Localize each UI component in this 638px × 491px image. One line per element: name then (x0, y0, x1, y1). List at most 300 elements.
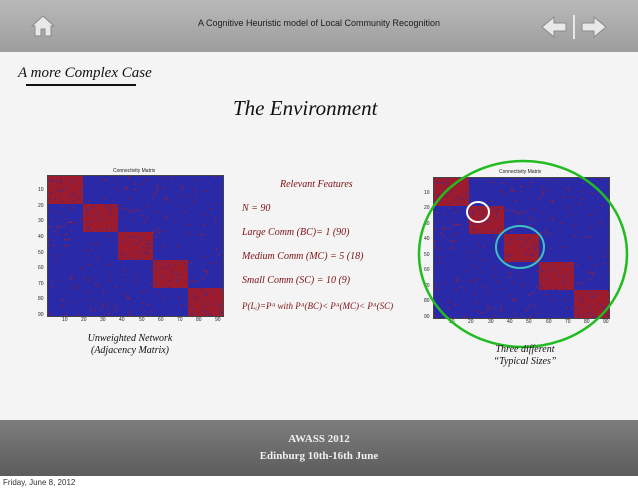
y-tick: 30 (424, 221, 430, 227)
noise-link (62, 306, 63, 307)
noise-link (78, 287, 79, 288)
noise-link (181, 205, 182, 206)
noise-link (144, 222, 145, 223)
left-matrix-caption (75, 333, 185, 357)
block-gap (77, 197, 78, 198)
block-gap (128, 236, 129, 237)
noise-link (69, 302, 70, 303)
noise-link (103, 179, 104, 180)
noise-link (203, 269, 204, 270)
block-gap (96, 215, 97, 216)
noise-link (163, 187, 164, 188)
block-gap (119, 242, 120, 243)
noise-link (205, 256, 206, 257)
nav-arrows (538, 14, 610, 40)
block-gap (112, 206, 113, 207)
noise-link (115, 287, 116, 288)
block-gap (134, 237, 135, 238)
features-header: Relevant Features (280, 179, 353, 190)
noise-link (100, 309, 101, 310)
noise-link (216, 248, 217, 249)
block-gap (214, 302, 215, 303)
noise-link (127, 279, 128, 280)
top-toolbar (0, 0, 638, 53)
noise-link (116, 181, 117, 182)
noise-link (125, 188, 126, 189)
block-gap (111, 208, 112, 209)
x-tick: 70 (565, 319, 571, 325)
noise-link (142, 292, 143, 293)
y-tick: 40 (424, 236, 430, 242)
block-gap (141, 252, 142, 253)
block-gap (60, 179, 61, 180)
noise-link (95, 283, 96, 284)
noise-link (202, 277, 203, 278)
block-gap (90, 221, 91, 222)
block-gap (195, 297, 196, 298)
block-gap (191, 306, 192, 307)
noise-link (123, 274, 124, 275)
noise-link (146, 290, 147, 291)
block-gap (138, 237, 139, 238)
noise-link (156, 236, 157, 237)
noise-link (214, 176, 215, 177)
noise-link (218, 254, 219, 255)
block-gap (205, 306, 206, 307)
block-gap (60, 190, 61, 191)
block-gap (62, 190, 63, 191)
block-gap (177, 275, 178, 276)
block-gap (169, 265, 170, 266)
x-tick: 90 (603, 319, 609, 325)
noise-link (68, 222, 69, 223)
noise-link (50, 282, 51, 283)
noise-link (175, 221, 176, 222)
forward-arrow-icon[interactable] (582, 17, 606, 37)
block-gap (157, 260, 158, 261)
noise-link (178, 195, 179, 196)
noise-link (133, 219, 134, 220)
x-tick: 20 (468, 319, 474, 325)
noise-link (133, 211, 134, 212)
noise-link (51, 286, 52, 287)
noise-link (88, 264, 89, 265)
block-gap (50, 198, 51, 199)
noise-link (59, 280, 60, 281)
noise-link (163, 177, 164, 178)
block-gap (117, 206, 118, 207)
noise-link (49, 313, 50, 314)
block-gap (83, 179, 84, 180)
block-gap (61, 183, 62, 184)
block-gap (87, 213, 88, 214)
block-gap (136, 244, 137, 245)
noise-link (121, 208, 122, 209)
community-circles-overlay (410, 156, 638, 356)
noise-link (153, 231, 154, 232)
x-tick: 90 (215, 317, 221, 323)
noise-link (49, 226, 50, 227)
block-gap (206, 293, 207, 294)
block-gap (197, 312, 198, 313)
noise-link (143, 315, 144, 316)
block-gap (138, 242, 139, 243)
noise-link (159, 232, 160, 233)
noise-link (157, 188, 158, 189)
noise-link (155, 230, 156, 231)
noise-link (88, 201, 89, 202)
noise-link (151, 269, 152, 270)
block-gap (122, 254, 123, 255)
noise-link (95, 310, 96, 311)
block-gap (161, 275, 162, 276)
block-gap (212, 291, 213, 292)
block-gap (222, 288, 223, 289)
noise-link (134, 189, 135, 190)
block-gap (98, 229, 99, 230)
noise-link (98, 285, 99, 286)
block-gap (148, 246, 149, 247)
feature-item: Small Comm (SC) = 10 (9) (242, 275, 351, 286)
section-underline (26, 84, 136, 86)
noise-link (80, 268, 81, 269)
block-gap (211, 314, 212, 315)
noise-link (72, 277, 73, 278)
noise-link (211, 208, 212, 209)
medium-community-circle (496, 226, 544, 268)
block-gap (142, 258, 143, 259)
y-tick: 30 (38, 218, 44, 224)
block-gap (61, 180, 62, 181)
x-tick: 30 (488, 319, 494, 325)
x-tick: 80 (584, 319, 590, 325)
block-gap (57, 181, 58, 182)
noise-link (50, 210, 51, 211)
noise-link (96, 258, 97, 259)
block-gap (189, 305, 190, 306)
noise-link (64, 239, 65, 240)
noise-link (158, 228, 159, 229)
noise-link (204, 224, 205, 225)
block-gap (145, 253, 146, 254)
block-gap (64, 188, 65, 189)
block-gap (109, 209, 110, 210)
x-tick: 80 (196, 317, 202, 323)
noise-link (124, 270, 125, 271)
noise-link (71, 275, 72, 276)
block-gap (206, 294, 207, 295)
noise-link (114, 305, 115, 306)
noise-link (216, 261, 217, 262)
y-tick: 60 (424, 267, 430, 273)
noise-link (129, 211, 130, 212)
x-tick: 60 (546, 319, 552, 325)
block-gap (73, 196, 74, 197)
noise-link (156, 190, 157, 191)
y-tick: 60 (38, 265, 44, 271)
block-gap (72, 181, 73, 182)
block-gap (72, 193, 73, 194)
block-gap (148, 248, 149, 249)
noise-link (130, 315, 131, 316)
block-gap (163, 261, 164, 262)
caption-line: Unweighted Network (87, 333, 173, 344)
noise-link (182, 188, 183, 189)
block-gap (111, 212, 112, 213)
block-gap (128, 258, 129, 259)
noise-link (157, 211, 158, 212)
block-gap (70, 180, 71, 181)
noise-link (90, 277, 91, 278)
noise-link (66, 240, 67, 241)
block-gap (106, 230, 107, 231)
noise-link (108, 264, 109, 265)
block-gap (57, 190, 58, 191)
block-gap (156, 269, 157, 270)
noise-link (203, 234, 204, 235)
block-gap (203, 303, 204, 304)
noise-link (128, 177, 129, 178)
noise-link (90, 309, 91, 310)
block-gap (91, 231, 92, 232)
y-tick: 10 (38, 187, 44, 193)
block-gap (193, 295, 194, 296)
block-gap (221, 313, 222, 314)
block-gap (201, 310, 202, 311)
block-gap (147, 244, 148, 245)
y-tick: 50 (424, 252, 430, 258)
block-gap (170, 272, 171, 273)
block-gap (170, 268, 171, 269)
noise-link (97, 244, 98, 245)
y-tick: 10 (424, 190, 430, 196)
x-tick: 40 (507, 319, 513, 325)
noise-link (148, 206, 149, 207)
section-title: A more Complex Case (18, 65, 152, 81)
block-gap (88, 227, 89, 228)
slide-footer (0, 420, 638, 476)
block-gap (204, 294, 205, 295)
back-arrow-icon[interactable] (542, 17, 566, 37)
y-tick: 20 (38, 203, 44, 209)
noise-link (215, 222, 216, 223)
block-gap (73, 200, 74, 201)
block-gap (106, 229, 107, 230)
noise-link (193, 280, 194, 281)
block-gap (185, 263, 186, 264)
noise-link (57, 225, 58, 226)
noise-link (126, 209, 127, 210)
noise-link (193, 201, 194, 202)
noise-link (200, 234, 201, 235)
caption-line: (Adjacency Matrix) (90, 345, 170, 356)
y-tick: 90 (38, 312, 44, 318)
noise-link (150, 284, 151, 285)
noise-link (109, 313, 110, 314)
block-gap (68, 197, 69, 198)
noise-link (127, 297, 128, 298)
noise-link (59, 226, 60, 227)
block-gap (197, 292, 198, 293)
y-tick: 20 (424, 205, 430, 211)
block-gap (208, 314, 209, 315)
block-gap (140, 239, 141, 240)
noise-link (215, 203, 216, 204)
noise-link (119, 207, 120, 208)
noise-link (129, 297, 130, 298)
noise-link (56, 234, 57, 235)
noise-link (167, 200, 168, 201)
right-matrix-caption (470, 344, 580, 368)
noise-link (163, 198, 164, 199)
feature-item: Medium Comm (MC) = 5 (18) (242, 251, 364, 262)
x-tick: 10 (449, 319, 455, 325)
noise-link (51, 219, 52, 220)
noise-link (205, 213, 206, 214)
block-gap (179, 286, 180, 287)
block-gap (166, 267, 167, 268)
noise-link (195, 189, 196, 190)
noise-link (125, 293, 126, 294)
y-tick: 90 (424, 314, 430, 320)
left-adjacency-matrix (47, 175, 224, 317)
noise-link (179, 298, 180, 299)
block-gap (106, 204, 107, 205)
noise-link (107, 306, 108, 307)
noise-link (53, 260, 54, 261)
noise-link (92, 242, 93, 243)
noise-link (75, 284, 76, 285)
noise-link (78, 314, 79, 315)
block-gap (143, 247, 144, 248)
noise-link (128, 311, 129, 312)
block-gap (110, 214, 111, 215)
noise-link (152, 196, 153, 197)
x-tick: 20 (81, 317, 87, 323)
block-gap (117, 204, 118, 205)
y-tick: 70 (424, 283, 430, 289)
block-gap (181, 261, 182, 262)
noise-link (72, 207, 73, 208)
noise-link (68, 210, 69, 211)
noise-link (88, 255, 89, 256)
presentation-title: A Cognitive Heuristic model of Local Community Recognition (197, 18, 441, 28)
block-gap (100, 219, 101, 220)
block-gap (53, 181, 54, 182)
block-gap (170, 280, 171, 281)
block-gap (217, 305, 218, 306)
block-gap (170, 287, 171, 288)
noise-link (129, 198, 130, 199)
noise-link (119, 191, 120, 192)
noise-link (191, 262, 192, 263)
noise-link (164, 298, 165, 299)
noise-link (189, 234, 190, 235)
block-gap (121, 253, 122, 254)
noise-link (164, 246, 165, 247)
noise-link (64, 315, 65, 316)
noise-link (188, 224, 189, 225)
footer-event: AWASS 2012 (288, 433, 350, 445)
noise-link (103, 305, 104, 306)
noise-link (83, 278, 84, 279)
block-gap (200, 289, 201, 290)
right-matrix-title: Connectivity Matrix (499, 169, 542, 175)
block-gap (93, 208, 94, 209)
block-gap (138, 250, 139, 251)
noise-link (166, 215, 167, 216)
community-block (153, 260, 188, 288)
block-gap (192, 313, 193, 314)
block-gap (146, 251, 147, 252)
block-gap (142, 236, 143, 237)
x-tick: 10 (62, 317, 68, 323)
small-community-circle (467, 202, 489, 222)
block-gap (175, 264, 176, 265)
noise-link (125, 187, 126, 188)
noise-link (148, 304, 149, 305)
block-gap (186, 281, 187, 282)
noise-link (207, 273, 208, 274)
noise-link (185, 212, 186, 213)
block-gap (123, 240, 124, 241)
noise-link (151, 311, 152, 312)
noise-link (180, 305, 181, 306)
noise-link (70, 287, 71, 288)
noise-link (196, 196, 197, 197)
block-gap (55, 198, 56, 199)
noise-link (135, 183, 136, 184)
block-gap (196, 300, 197, 301)
noise-link (171, 178, 172, 179)
noise-link (64, 245, 65, 246)
noise-link (135, 274, 136, 275)
slide-heading: The Environment (233, 96, 378, 120)
noise-link (143, 183, 144, 184)
block-gap (125, 253, 126, 254)
noise-link (74, 222, 75, 223)
noise-link (48, 244, 49, 245)
noise-link (166, 217, 167, 218)
x-tick: 70 (177, 317, 183, 323)
noise-link (146, 217, 147, 218)
block-gap (154, 283, 155, 284)
block-gap (193, 309, 194, 310)
noise-link (197, 281, 198, 282)
y-tick: 80 (424, 298, 430, 304)
noise-link (91, 249, 92, 250)
noise-link (69, 238, 70, 239)
noise-link (70, 231, 71, 232)
noise-link (103, 290, 104, 291)
footer-location: Edinburg 10th-16th June (259, 450, 379, 462)
block-gap (146, 253, 147, 254)
block-gap (107, 207, 108, 208)
noise-link (70, 278, 71, 279)
noise-link (140, 308, 141, 309)
x-tick: 50 (139, 317, 145, 323)
noise-link (166, 198, 167, 199)
noise-link (101, 303, 102, 304)
noise-link (214, 219, 215, 220)
block-gap (80, 196, 81, 197)
block-gap (147, 240, 148, 241)
noise-link (207, 271, 208, 272)
noise-link (108, 275, 109, 276)
x-tick: 50 (526, 319, 532, 325)
noise-link (57, 228, 58, 229)
block-gap (70, 194, 71, 195)
